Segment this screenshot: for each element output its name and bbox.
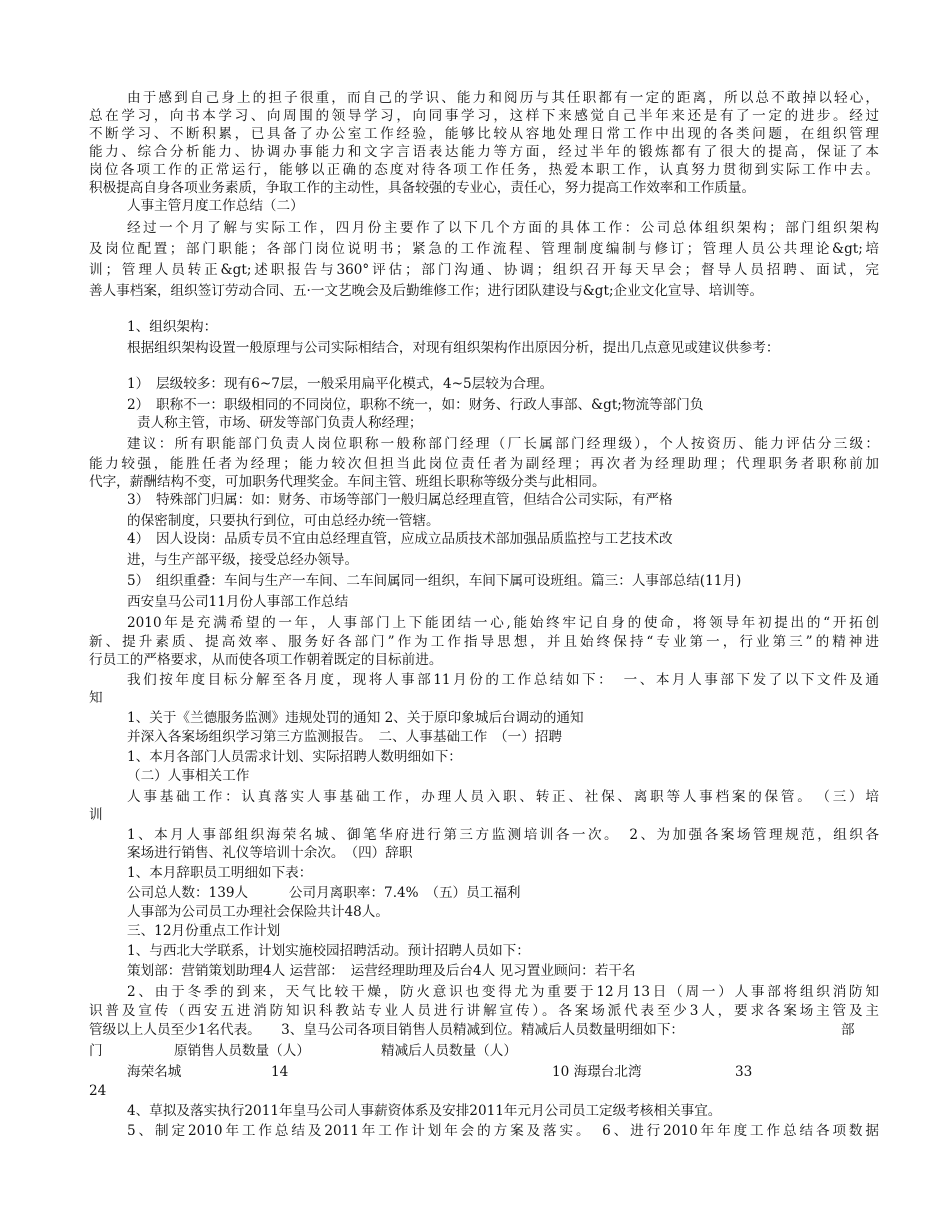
paragraph-line: 由于感到自己身上的担子很重，而自己的学识、能力和阅历与其任职都有一定的距离，所以总不敢掉以轻心， bbox=[127, 90, 879, 106]
list-item: 3） 特殊部门归属：如：财务、市场等部门一般归属总经理直管，但结合公司实际，有严格 bbox=[127, 492, 673, 508]
paragraph-line: 策划部：营销策划助理4人 运营部： 运营经理助理及后台4人 见习置业顾问：若干名 bbox=[127, 963, 636, 979]
paragraph-line: 能力较强，能胜任者为经理；能力较次但担当此岗位责任者为副经理；再次者为经理助理；代理职务者职称前加 bbox=[89, 456, 879, 472]
list-item-continuation: 责人称主管，市场、研发等部门负责人称经理； bbox=[137, 415, 423, 431]
paragraph-line: 能力、综合分析能力、协调办事能力和文字言语表达能力等方面，经过半年的锻炼都有了很大的提高，保证了本 bbox=[89, 144, 879, 160]
section-heading: 三、12月份重点工作计划 bbox=[127, 923, 281, 939]
section-heading: 人事主管月度工作总结（二） bbox=[127, 198, 304, 214]
paragraph-line: 建议：所有职能部门负责人岗位职称一般称部门经理（厂长属部门经理级），个人按资历、能力评估分三级： bbox=[127, 436, 879, 452]
table-cell: 14 bbox=[271, 1064, 289, 1080]
paragraph-line: 2、由于冬季的到来，天气比较干燥，防火意识也变得尤为重要于12月13日（周一）人事部将组织消防知 bbox=[127, 984, 879, 1000]
paragraph-line: 岗位各项工作的正常运行，能够以正确的态度对待各项工作任务，热爱本职工作，认真努力贯彻到实际工作中去。 bbox=[89, 162, 879, 178]
paragraph-line: 新、提升素质、提高效率、服务好各部门”作为工作指导思想，并且始终保持“专业第一，行业第三”的精神进 bbox=[89, 634, 879, 650]
paragraph-line: 知 bbox=[89, 690, 103, 706]
paragraph-line: 案场进行销售、礼仪等培训十余次。 （四）辞职 bbox=[127, 845, 413, 861]
section-heading: （二）人事相关工作 bbox=[127, 768, 250, 784]
table-cell: 33 bbox=[735, 1064, 753, 1080]
list-item-continuation: 的保密制度，只要执行到位，可由总经办统一管辖。 bbox=[127, 513, 440, 529]
paragraph-line: 我们按年度目标分解至各月度，现将人事部11月份的工作总结如下： 一、本月人事部下发了以下文件及通 bbox=[127, 672, 879, 688]
table-cell: 24 bbox=[89, 1083, 107, 1099]
paragraph-line: 训；管理人员转正&gt;述职报告与360°评估；部门沟通、协调；组织召开每天早会；督导人员招聘、面试，完 bbox=[89, 262, 879, 278]
paragraph-line: 根据组织架构设置一般原理与公司实际相结合，对现有组织架构作出原因分析，提出几点意见或建议供参考： bbox=[127, 340, 780, 356]
paragraph-line: 经过一个月了解与实际工作，四月份主要作了以下几个方面的具体工作：公司总体组织架构；部门组织架构 bbox=[127, 220, 879, 236]
paragraph-line: 公司总人数：139人 公司月离职率：7.4% （五）员工福利 bbox=[127, 885, 521, 901]
paragraph-line: 1、与西北大学联系，计划实施校园招聘活动。预计招聘人员如下： bbox=[127, 943, 530, 959]
paragraph-line: 2010年是充满希望的一年，人事部门上下能团结一心,能始终牢记自身的使命，将领导年初提出的“开拓创 bbox=[127, 615, 879, 631]
paragraph-line: 训 bbox=[89, 807, 103, 823]
paragraph-line: 总在学习，向书本学习、向周围的领导学习，向同事学习，这样下来感觉自己半年来还是有了一定的进步。经过 bbox=[89, 108, 879, 124]
paragraph-line: 人事基础工作：认真落实人事基础工作，办理人员入职、转正、社保、离职等人事档案的保管。 （三）培 bbox=[127, 789, 879, 805]
list-item: 4） 因人设岗：品质专员不宜由总经理直管，应成立品质技术部加强品质监控与工艺技术改 bbox=[127, 531, 673, 547]
paragraph-line: 不断学习、不断积累，已具备了办公室工作经验，能够比较从容地处理日常工作中出现的各类问题，在组织管理 bbox=[89, 126, 879, 142]
paragraph-line: 识普及宣传（西安五进消防知识科教站专业人员进行讲解宣传）。各案场派代表至少3人，要求各案场主管及主 bbox=[89, 1003, 879, 1019]
paragraph-line: 4、草拟及落实执行2011年皇马公司人事薪资体系及安排2011年元月公司员工定级考核相关事宜。 bbox=[127, 1103, 722, 1119]
list-item: 1） 层级较多：现有6~7层，一般采用扁平化模式，4~5层较为合理。 bbox=[127, 376, 554, 392]
paragraph-line: 管级以上人员至少1名代表。 3、皇马公司各项目销售人员精减到位。精减后人员数量明细如下： bbox=[89, 1022, 685, 1038]
section-heading: 西安皇马公司11月份人事部工作总结 bbox=[127, 594, 349, 610]
paragraph-line: 及岗位配置；部门职能；各部门岗位说明书；紧急的工作流程、管理制度编制与修订；管理人员公共理论&gt;培 bbox=[89, 241, 879, 257]
table-header-cell: 精减后人员数量（人） bbox=[381, 1043, 517, 1059]
list-item: 2） 职称不一：职级相同的不同岗位，职称不统一，如：财务、行政人事部、&gt;物流等部门负 bbox=[127, 397, 704, 413]
table-header-cell: 原销售人员数量（人） bbox=[174, 1043, 310, 1059]
section-heading: 1、组织架构： bbox=[127, 319, 218, 335]
paragraph-line: 5、制定2010年工作总结及2011年工作计划年会的方案及落实。 6、进行2010年年度工作总结各项数据 bbox=[127, 1123, 879, 1139]
table-cell: 10 海璟台北湾 bbox=[552, 1064, 642, 1080]
paragraph-line: 1、本月辞职员工明细如下表： bbox=[127, 865, 313, 881]
paragraph-line: 善人事档案，组织签订劳动合同、五·一文艺晚会及后勤维修工作；进行团队建设与&gt;企业文化宣导、培训等。 bbox=[89, 283, 764, 299]
table-cell: 海荣名城 bbox=[127, 1064, 182, 1080]
paragraph-line: 代字，薪酬结构不变，可加职务代理奖金。车间主管、班组长职称等级分类与此相同。 bbox=[89, 474, 606, 490]
table-header-cell: 部 bbox=[841, 1022, 855, 1038]
paragraph-line: 1、关于《兰德服务监测》违规处罚的通知 2、关于原印象城后台调动的通知 bbox=[127, 710, 584, 726]
paragraph-line: 积极提高自身各项业务素质，争取工作的主动性，具备较强的专业心，责任心，努力提高工作效率和工作质量。 bbox=[89, 180, 756, 196]
list-item: 5） 组织重叠：车间与生产一车间、二车间属同一组织，车间下属可设班组。篇三：人事部总结(11月) bbox=[127, 573, 742, 589]
paragraph-line: 并深入各案场组织学习第三方监测报告。 二、人事基础工作 （一）招聘 bbox=[127, 729, 562, 745]
list-item-continuation: 进，与生产部平级，接受总经办领导。 bbox=[127, 552, 359, 568]
paragraph-line: 1、本月人事部组织海荣名城、御笔华府进行第三方监测培训各一次。 2、为加强各案场管理规范，组织各 bbox=[127, 827, 879, 843]
paragraph-line: 1、本月各部门人员需求计划、实际招聘人数明细如下： bbox=[127, 749, 462, 765]
table-header-cell: 门 bbox=[89, 1043, 103, 1059]
paragraph-line: 人事部为公司员工办理社会保险共计48人。 bbox=[127, 904, 389, 920]
paragraph-line: 行员工的严格要求，从而使各项工作朝着既定的目标前进。 bbox=[89, 652, 443, 668]
